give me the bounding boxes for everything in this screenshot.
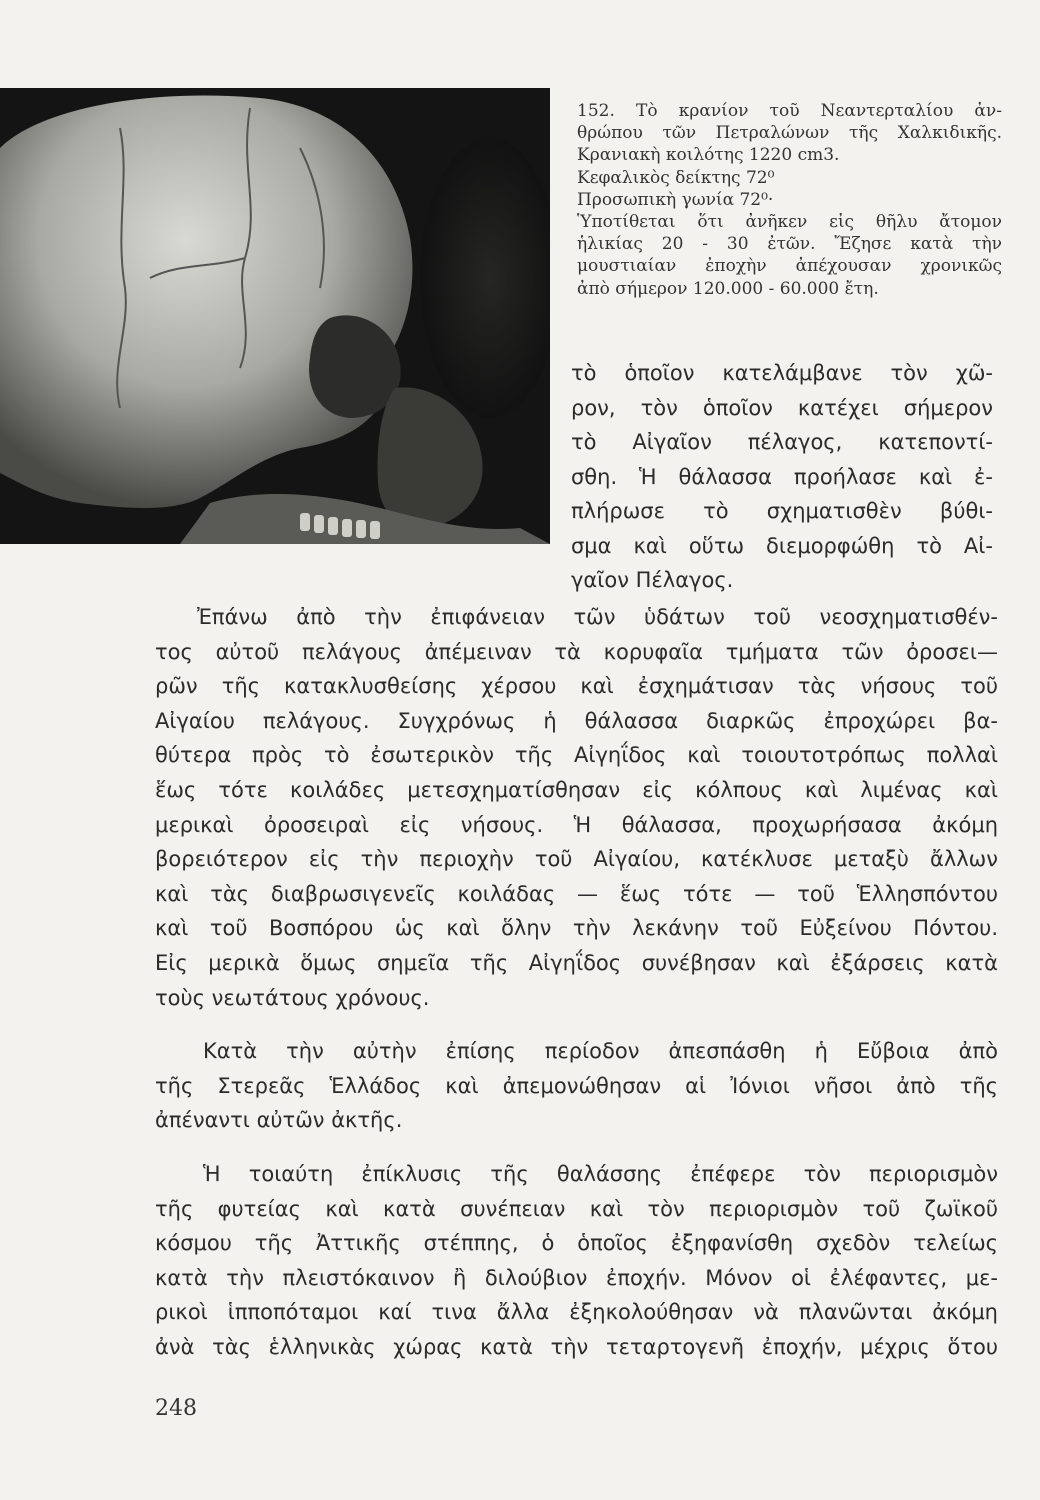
caption-line: θρώπου τῶν Πετραλώνων τῆς Χαλκιδικῆς. [577,123,1002,144]
text-line: ἀνὰ τὰς ἑλληνικὰς χώρας κατὰ τὴν τεταρτογενῆ ἐποχήν, μέχρις ὅτου [155,1334,998,1359]
text-line: καὶ τοῦ Βοσπόρου ὡς καὶ ὅλην τὴν λεκάνην τοῦ Εὐξείνου Πόντου. [155,916,998,941]
text-line: Ἡ τοιαύτη ἐπίκλυσις τῆς θαλάσσης ἐπέφερε τὸν περιορισμὸν [203,1161,998,1186]
figure-caption [577,100,1002,300]
text-line: πλήρωσε τὸ σχηματισθὲν βύθι- [571,499,993,523]
text-line: γαῖον Πέλαγος. [571,568,734,592]
skull-photograph [0,88,550,544]
text-line: κόσμου τῆς Ἀττικῆς στέππης, ὁ ὁποῖος ἐξηφανίσθη σχεδὸν τελείως [155,1231,998,1256]
caption-line: Ὑποτίθεται ὅτι ἀνῆκεν εἰς θῆλυ ἄτομον [577,212,1002,233]
text-line: τοὺς νεωτάτους χρόνους. [155,985,430,1010]
text-line: ρον, τὸν ὁποῖον κατέχει σήμερον [571,395,993,420]
text-line: ἀπέναντι αὐτῶν ἀκτῆς. [155,1108,403,1133]
text-line: τῆς φυτείας καὶ κατὰ συνέπειαν καὶ τὸν περιορισμὸν τοῦ ζωϊκοῦ [155,1196,998,1221]
main-text-block [155,600,998,1364]
text-line: θύτερα πρὸς τὸ ἐσωτερικὸν τῆς Αἰγηΐδος καὶ τοιουτοτρόπως πολλαὶ [155,743,998,768]
caption-line: Κρανιακὴ κοιλότης 1220 cm3. [577,145,840,166]
text-line: βορειότερον εἰς τὴν περιοχὴν τοῦ Αἰγαίου, κατέκλυσε μεταξὺ ἄλλων [155,847,998,872]
text-line: τὸ Αἰγαῖον πέλαγος, κατεποντί- [571,430,993,454]
text-line: Ἐπάνω ἀπὸ τὴν ἐπιφάνειαν τῶν ὑδάτων τοῦ νεοσχηματισθέν- [197,605,998,629]
paragraph [155,1157,998,1365]
caption-line: Προσωπικὴ γωνία 72⁰· [577,189,774,210]
text-line: τος αὐτοῦ πελάγους ἀπέμειναν τὰ κορυφαῖα τμήματα τῶν ὀροσει— [155,639,998,664]
text-line: μερικαὶ ὀροσειραὶ εἰς νήσους. Ἡ θάλασσα, προχωρήσασα ἀκόμη [155,812,998,837]
text-line: Κατὰ τὴν αὐτὴν ἐπίσης περίοδον ἀπεσπάσθη ἡ Εὔβοια ἀπὸ [203,1039,998,1064]
caption-line: Κεφαλικὸς δείκτης 72⁰ [577,167,775,188]
paragraph [155,1034,998,1138]
caption-line: 152. Τὸ κρανίον τοῦ Νεαντερταλίου ἀν- [577,101,1002,121]
text-line: τῆς Στερεᾶς Ἑλλάδος καὶ ἀπεμονώθησαν αἱ Ἰόνιοι νῆσοι ἀπὸ τῆς [155,1073,998,1098]
page-number: 248 [155,1396,197,1421]
paragraph [155,600,998,1015]
text-line: καὶ τὰς διαβρωσιγενεῖς κοιλάδας — ἕως τότε — τοῦ Ἑλλησπόντου [155,881,998,906]
caption-line: ἡλικίας 20 - 30 ἐτῶν. Ἔζησε κατὰ τὴν [577,234,1002,255]
text-line: τὸ ὁποῖον κατελάμβανε τὸν χῶ- [571,361,993,385]
caption-line: ἀπὸ σήμερον 120.000 - 60.000 ἔτη. [577,278,879,299]
text-line: Αἰγαίου πελάγους. Συγχρόνως ἡ θάλασσα διαρκῶς ἐπροχώρει βα- [155,708,998,733]
text-line: ρικοὶ ἱπποπόταμοι καί τινα ἄλλα ἐξηκολούθησαν νὰ πλανῶνται ἀκόμη [155,1300,998,1325]
text-line: κατὰ τὴν πλειστόκαινον ἢ διλούβιον ἐποχήν. Μόνον οἱ ἐλέφαντες, με- [155,1265,998,1290]
text-line: σθη. Ἡ θάλασσα προήλασε καὶ ἐ- [571,464,993,489]
text-line: ἕως τότε κοιλάδες μετεσχηματίσθησαν εἰς κόλπους καὶ λιμένας καὶ [155,777,998,802]
text-line: Εἰς μερικὰ ὅμως σημεῖα τῆς Αἰγηΐδος συνέβησαν καὶ ἐξάρσεις κατὰ [155,950,998,975]
caption-line: μουστιαίαν ἐποχὴν ἀπέχουσαν χρονικῶς [577,256,1002,277]
text-line: ρῶν τῆς κατακλυσθείσης χέρσου καὶ ἐσχημάτισαν τὰς νήσους τοῦ [155,674,998,699]
side-text-block [571,356,993,598]
skull-image [0,88,550,544]
text-line: σμα καὶ οὕτω διεμορφώθη τὸ Αἰ- [571,533,993,558]
